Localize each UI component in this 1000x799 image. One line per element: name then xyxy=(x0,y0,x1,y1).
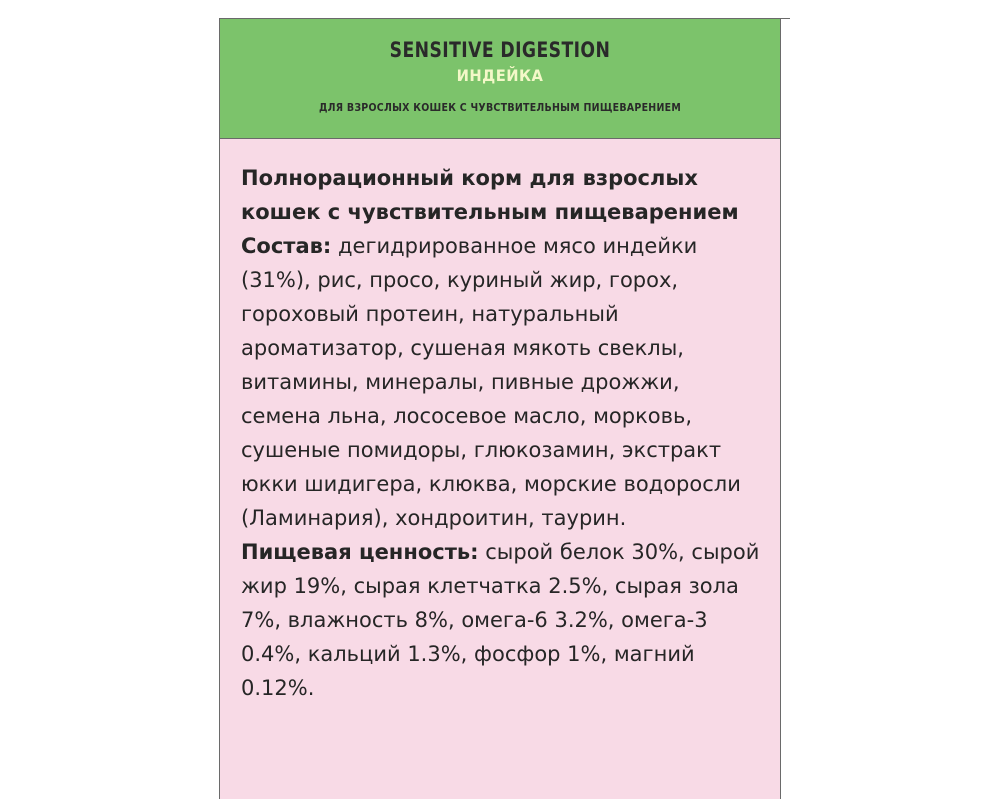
label-header xyxy=(220,19,780,139)
target-audience-subtitle: ДЛЯ ВЗРОСЛЫХ КОШЕК С ЧУВСТВИТЕЛЬНЫМ ПИЩЕВАРЕНИЕМ xyxy=(318,101,682,114)
product-description: Полнорационный корм для взрослых кошек с чувствительным пищеварением xyxy=(241,166,739,224)
nutrition-label: Пищевая ценность: xyxy=(241,540,479,564)
composition-paragraph xyxy=(241,229,760,535)
flavor-title: ИНДЕЙКА xyxy=(456,66,544,85)
composition-text: дегидрированное мясо индейки (31%), рис, просо, куриный жир, горох, гороховый протеин, натуральный ароматизатор, сушеная мякоть свеклы, витамины, минералы, пивные дрожжи, семена льна, лососевое масло, морковь, сушеные помидоры, глюкозамин, экстракт юкки шидигера, клюква, морские водоросли (Ламинария), хондроитин, таурин. xyxy=(241,234,741,530)
nutrition-paragraph xyxy=(241,535,760,705)
nutrition-text: сырой белок 30%, сырой жир 19%, сырая клетчатка 2.5%, сырая зола 7%, влажность 8%, омега-6 3.2%, омега-3 0.4%, кальций 1.3%, фосфор 1%, магний 0.12%. xyxy=(241,540,760,700)
label-body xyxy=(220,139,780,705)
composition-label: Состав: xyxy=(241,234,332,258)
corner-tick xyxy=(781,18,790,19)
product-line-title: SENSITIVE DIGESTION xyxy=(389,38,611,62)
product-label-card xyxy=(219,18,781,799)
